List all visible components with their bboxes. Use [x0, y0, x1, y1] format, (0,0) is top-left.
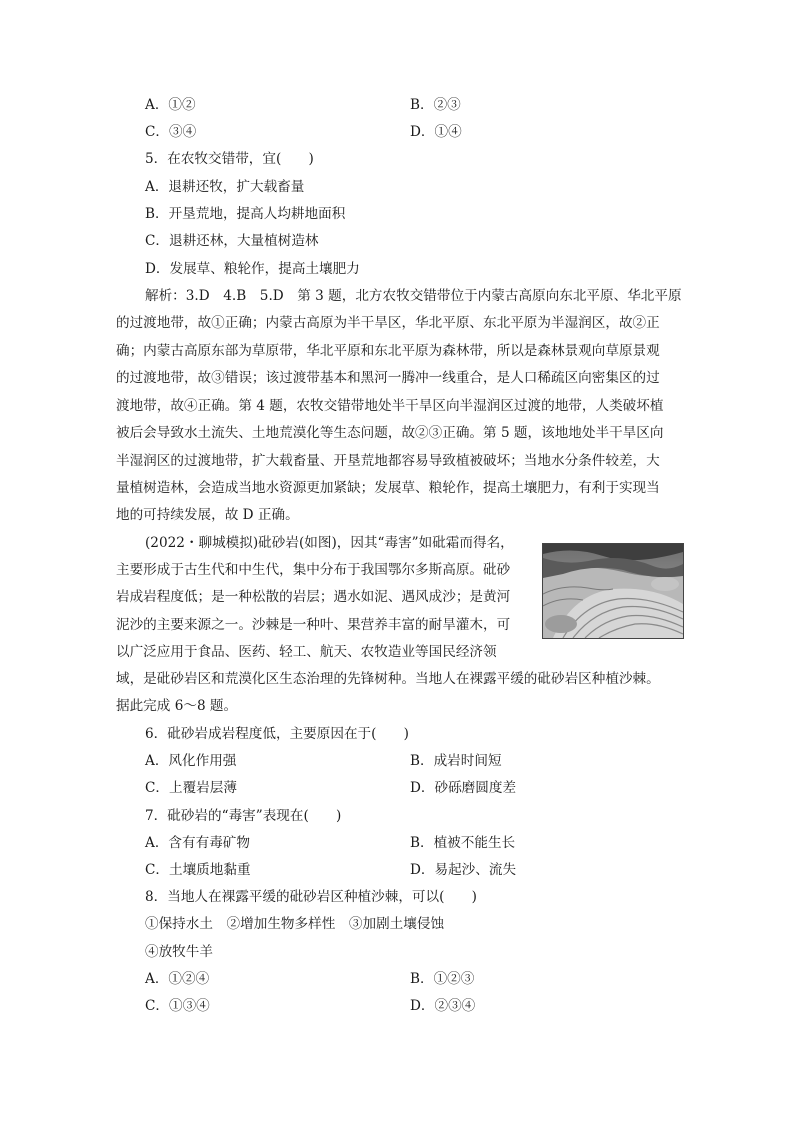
intro-line: 主要形成于古生代和中生代，集中分布于我国鄂尔多斯高原。砒砂 [116, 562, 511, 578]
intro-line: 泥沙的主要来源之一。沙棘是一种叶、果营养丰富的耐旱灌木，可 [116, 617, 511, 633]
q3-option-d: D．①④ [410, 124, 462, 140]
analysis-line: 量植树造林，会造成当地水资源更加紧缺；发展草、粮轮作，提高土壤肥力，有利于实现当 [116, 480, 660, 496]
q6-option-b: B．成岩时间短 [410, 753, 502, 769]
q3-option-b: B．②③ [410, 97, 461, 113]
analysis-line: 的过渡地带，故③错误；该过渡带基本和黑河一腾冲一线重合，是人口稀疏区向密集区的过 [116, 370, 660, 386]
q7-option-c: C．土壤质地黏重 [145, 862, 251, 878]
q5-option-a: A．退耕还牧，扩大载畜量 [145, 179, 305, 195]
q3-option-c: C．③④ [145, 124, 197, 140]
q8-option-d: D．②③④ [410, 998, 476, 1014]
analysis-line: 地的可持续发展，故 D 正确。 [116, 507, 299, 523]
q5-option-b: B．开垦荒地，提高人均耕地面积 [145, 206, 346, 222]
intro-line: 岩成岩程度低；是一种松散的岩层；遇水如泥、遇风成沙；是黄河 [116, 589, 511, 605]
q6-stem: 6．砒砂岩成岩程度低，主要原因在于( ) [145, 726, 409, 742]
q8-option-a: A．①②④ [145, 971, 210, 987]
q7-option-a: A．含有有毒矿物 [145, 835, 250, 851]
q7-option-d: D．易起沙、流失 [410, 862, 517, 878]
q8-choices-line1: ①保持水土 ②增加生物多样性 ③加剧土壤侵蚀 [145, 916, 445, 932]
q8-stem: 8．当地人在裸露平缓的砒砂岩区种植沙棘，可以( ) [145, 889, 477, 905]
q6-option-a: A．风化作用强 [145, 753, 237, 769]
analysis-line: 解析：3.D 4.B 5.D 第 3 题，北方农牧交错带位于内蒙古高原向东北平原、华北平原 [145, 288, 682, 304]
q5-stem: 5．在农牧交错带，宜( ) [145, 151, 314, 167]
intro-line: 域，是砒砂岩区和荒漠化区生态治理的先锋树种。当地人在裸露平缓的砒砂岩区种植沙棘。 [116, 671, 660, 687]
analysis-line: 渡地带，故④正确。第 4 题，农牧交错带地处半干旱区向半湿润区过渡的地带，人类破坏植 [116, 398, 664, 414]
pisha-sandstone-photo [542, 543, 684, 639]
analysis-line: 被后会导致水土流失、土地荒漠化等生态问题，故②③正确。第 5 题，该地地处半干旱区向 [116, 425, 664, 441]
q5-option-d: D．发展草、粮轮作，提高土壤肥力 [145, 261, 360, 277]
q3-option-a: A．①② [145, 97, 196, 113]
analysis-line: 的过渡地带，故①正确；内蒙古高原为半干旱区，华北平原、东北平原为半湿润区，故②正 [116, 315, 660, 331]
q7-option-b: B．植被不能生长 [410, 835, 516, 851]
intro-line: 据此完成 6～8 题。 [116, 698, 238, 714]
analysis-line: 半湿润区的过渡地带，扩大载畜量、开垦荒地都容易导致植被破坏；当地水分条件较差，大 [116, 453, 660, 469]
q6-option-d: D．砂砾磨圆度差 [410, 780, 517, 796]
q8-option-b: B．①②③ [410, 971, 475, 987]
q8-option-c: C．①③④ [145, 998, 210, 1014]
q5-option-c: C．退耕还林，大量植树造林 [145, 233, 319, 249]
analysis-line: 确；内蒙古高原东部为草原带，华北平原和东北平原为森林带，所以是森林景观向草原景观 [116, 343, 660, 359]
intro-line: (2022・聊城模拟)砒砂岩(如图)，因其“毒害”如砒霜而得名， [145, 535, 514, 551]
q7-stem: 7．砒砂岩的“毒害”表现在( ) [145, 808, 342, 824]
q8-choices-line2: ④放牧牛羊 [145, 944, 213, 960]
q6-option-c: C．上覆岩层薄 [145, 780, 237, 796]
intro-line: 以广泛应用于食品、医药、轻工、航天、农牧造业等国民经济领 [116, 644, 497, 660]
